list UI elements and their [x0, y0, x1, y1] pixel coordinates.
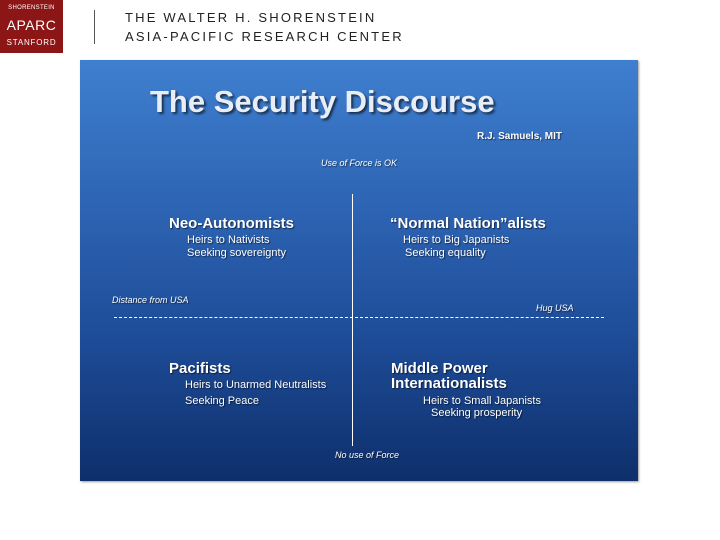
- quadrant-bottom-right-line-1: Heirs to Small Japanists: [423, 395, 541, 407]
- quadrant-bottom-right-line-2: Seeking prosperity: [431, 407, 523, 419]
- quadrant-bottom-left-title: Pacifists: [169, 360, 231, 377]
- quadrant-top-right-line-1: Heirs to Big Japanists: [403, 234, 510, 246]
- header-line-1: THE WALTER H. SHORENSTEIN: [125, 10, 377, 25]
- quadrant-top-right-line-2: Seeking equality: [405, 247, 486, 259]
- quadrant-top-right-title: “Normal Nation”alists: [390, 215, 546, 232]
- quadrant-bottom-right-title-line-1: Middle Power: [391, 360, 488, 377]
- vertical-axis: [352, 194, 353, 446]
- logo-middle-text: APARC: [6, 17, 57, 33]
- slide-title: The Security Discourse: [150, 84, 495, 119]
- axis-label-right: Hug USA: [536, 303, 574, 313]
- quadrant-bottom-right-title-line-2: Internationalists: [391, 375, 507, 392]
- quadrant-top-left-title: Neo-Autonomists: [169, 215, 294, 232]
- logo-bottom-text: STANFORD: [6, 38, 57, 47]
- quadrant-top-left-line-1: Heirs to Nativists: [187, 234, 270, 246]
- axis-label-left: Distance from USA: [112, 295, 189, 305]
- aparc-logo: [0, 0, 63, 53]
- axis-label-top: Use of Force is OK: [321, 158, 398, 168]
- header-line-2: ASIA-PACIFIC RESEARCH CENTER: [125, 29, 404, 44]
- axis-label-bottom: No use of Force: [335, 450, 400, 460]
- slide-panel: [80, 60, 638, 481]
- slide-author: R.J. Samuels, MIT: [477, 131, 563, 142]
- header-divider: [94, 10, 95, 44]
- quadrant-bottom-left-line-1: Heirs to Unarmed Neutralists: [185, 379, 327, 391]
- horizontal-axis: [114, 317, 604, 318]
- logo-top-text: SHORENSTEIN: [8, 5, 55, 11]
- quadrant-bottom-left-line-2: Seeking Peace: [185, 395, 259, 407]
- quadrant-top-left-line-2: Seeking sovereignty: [187, 247, 287, 259]
